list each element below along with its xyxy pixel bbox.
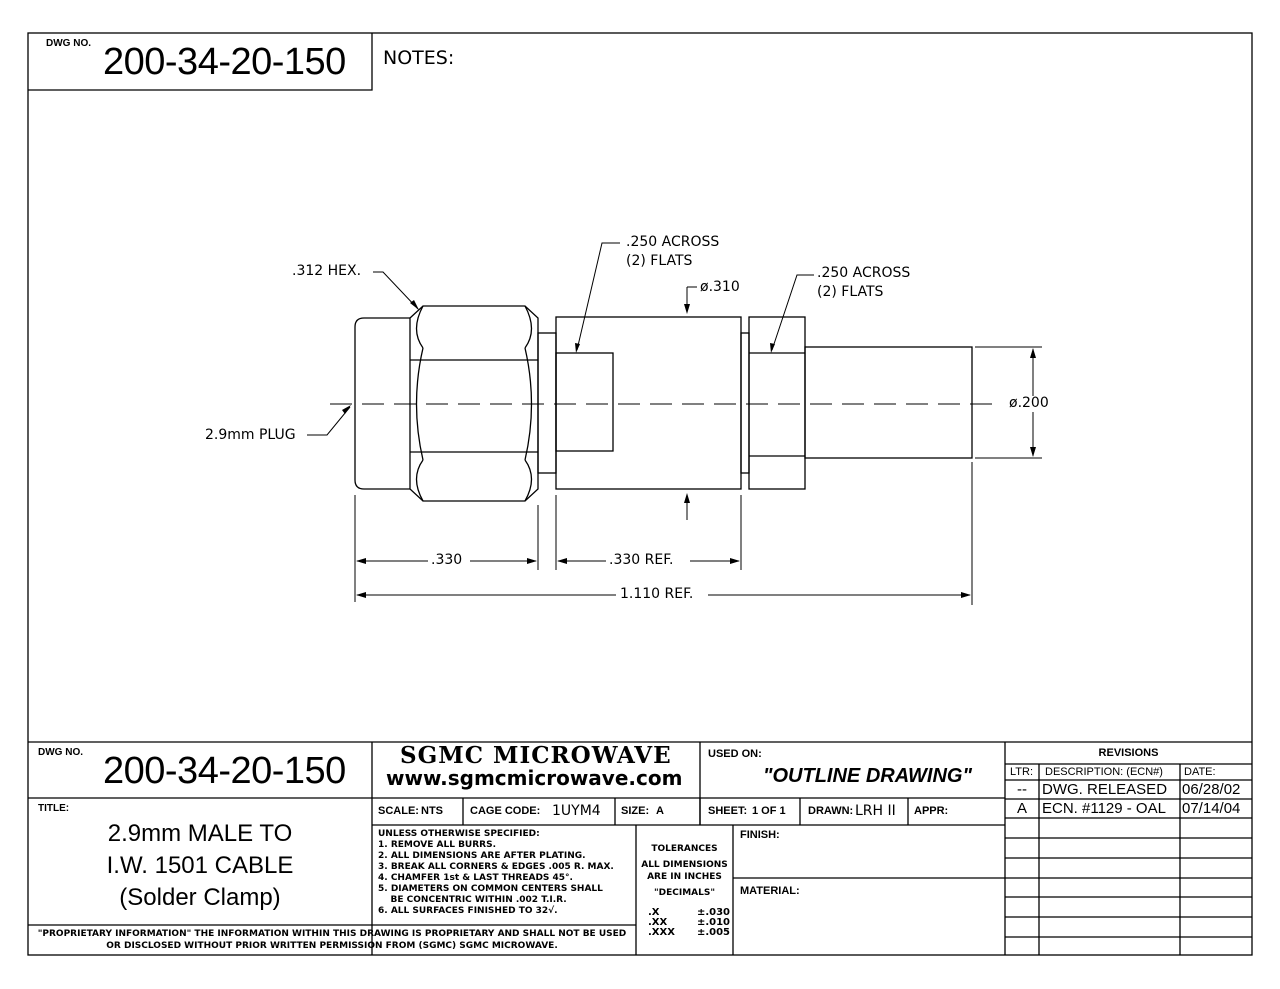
- rev-ltr: --: [1017, 781, 1027, 798]
- appr-label: APPR:: [914, 805, 949, 817]
- scale-value: NTS: [421, 805, 443, 817]
- drawn-value: LRH II: [855, 803, 896, 819]
- dim-330-ref: .330 REF.: [609, 552, 674, 568]
- title-label: TITLE:: [38, 803, 70, 814]
- tolerance-rows: [648, 908, 730, 938]
- note-line: 1. REMOVE ALL BURRS.: [378, 840, 497, 850]
- sheet-value: 1 OF 1: [752, 805, 786, 817]
- tolerances-box: [636, 843, 733, 899]
- rev-ltr: A: [1016, 800, 1027, 817]
- rev-date: 06/28/02: [1182, 781, 1241, 798]
- tol-decimals: "DECIMALS": [653, 888, 716, 898]
- tolerance-key: .XX: [648, 917, 668, 928]
- sheet-label: SHEET:: [708, 805, 748, 817]
- rev-header-desc: DESCRIPTION: (ECN#): [1045, 766, 1163, 778]
- general-notes: [378, 829, 634, 917]
- note-line: 3. BREAK ALL CORNERS & EDGES .005 R. MAX.: [378, 862, 614, 872]
- callout-plug: 2.9mm PLUG: [205, 427, 296, 443]
- size-label: SIZE:: [621, 805, 650, 817]
- proprietary-notice: [28, 928, 636, 952]
- title-line1: 2.9mm MALE TO: [107, 820, 293, 847]
- dwg-number: 200-34-20-150: [103, 41, 346, 83]
- drawn-label: DRAWN:: [808, 805, 854, 817]
- notes-label: NOTES:: [383, 47, 455, 69]
- rev-desc: ECN. #1129 - OAL: [1042, 800, 1166, 817]
- dwg-no-label: DWG NO.: [46, 38, 91, 49]
- tolerance-key: .X: [648, 907, 660, 918]
- title-text: [28, 818, 372, 914]
- cage-value: 1UYM4: [552, 803, 601, 819]
- material-label: MATERIAL:: [740, 885, 800, 897]
- note-line: 4. CHAMFER 1st & LAST THREADS 45°.: [378, 873, 573, 883]
- company-website: www.sgmcmicrowave.com: [386, 766, 683, 790]
- tolerance-key: .XXX: [648, 927, 675, 938]
- tolerance-row: [648, 928, 730, 938]
- tol-line1: ALL DIMENSIONS: [641, 860, 728, 870]
- callout-flats1-line2: (2) FLATS: [626, 253, 693, 269]
- tolerance-value: ±.010: [696, 917, 730, 928]
- tolerance-value: ±.005: [696, 927, 730, 938]
- callout-flats1-line1: .250 ACROSS: [626, 234, 720, 250]
- revisions-title: REVISIONS: [1098, 747, 1159, 759]
- note-line: 6. ALL SURFACES FINISHED TO 32√.: [378, 906, 558, 916]
- proprietary-line1: "PROPRIETARY INFORMATION" THE INFORMATION WITHIN THIS DRAWING IS PROPRIETARY AND SHALL NOT BE USED: [37, 929, 627, 939]
- rev-header-date: DATE:: [1184, 766, 1216, 778]
- rev-date: 07/14/04: [1182, 800, 1241, 817]
- scale-label: SCALE:: [378, 805, 419, 817]
- note-line: 5. DIAMETERS ON COMMON CENTERS SHALL: [378, 884, 603, 894]
- callout-flats2-line2: (2) FLATS: [817, 284, 884, 300]
- note-line: BE CONCENTRIC WITHIN .002 T.I.R.: [378, 895, 567, 905]
- company-name: SGMC MICROWAVE: [400, 742, 672, 769]
- callout-dia310: ø.310: [700, 279, 740, 295]
- tb-dwg-no-label: DWG NO.: [38, 747, 83, 758]
- dim-1110-ref: 1.110 REF.: [620, 586, 694, 602]
- dim-330: .330: [431, 552, 463, 568]
- proprietary-line2: OR DISCLOSED WITHOUT PRIOR WRITTEN PERMISSION FROM (SGMC) SGMC MICROWAVE.: [106, 941, 558, 951]
- rev-header-ltr: LTR:: [1010, 766, 1034, 778]
- finish-label: FINISH:: [740, 829, 780, 841]
- note-line: UNLESS OTHERWISE SPECIFIED:: [378, 829, 540, 839]
- tolerance-value: ±.030: [696, 907, 730, 918]
- title-line2: I.W. 1501 CABLE: [106, 852, 294, 879]
- tol-line2: ARE IN INCHES: [647, 872, 722, 882]
- tol-title: TOLERANCES: [651, 844, 718, 854]
- rev-desc: DWG. RELEASED: [1042, 781, 1168, 798]
- size-value: A: [656, 805, 664, 817]
- title-line3: (Solder Clamp): [119, 884, 281, 911]
- drawing-type: "OUTLINE DRAWING": [763, 765, 972, 787]
- used-on-label: USED ON:: [708, 748, 762, 760]
- callout-dia200: ø.200: [1009, 395, 1049, 411]
- tb-dwg-number: 200-34-20-150: [103, 750, 346, 792]
- cage-label: CAGE CODE:: [470, 805, 541, 817]
- callout-hex: .312 HEX.: [292, 263, 362, 279]
- callout-flats2-line1: .250 ACROSS: [817, 265, 911, 281]
- note-line: 2. ALL DIMENSIONS ARE AFTER PLATING.: [378, 851, 586, 861]
